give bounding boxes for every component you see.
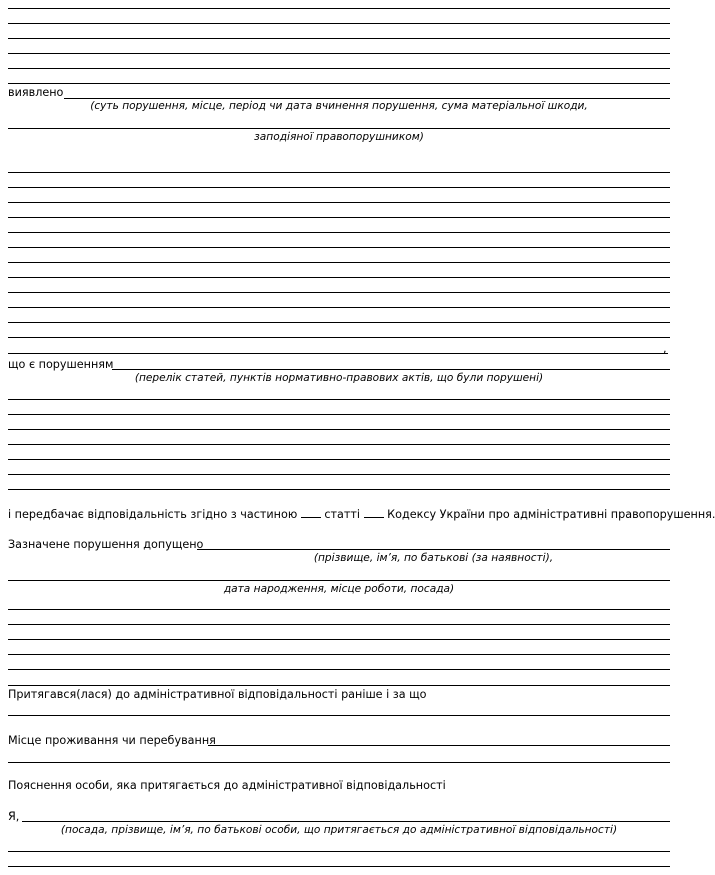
detected-field[interactable] <box>64 98 670 99</box>
committed-hint-continued: дата народження, місце роботи, посада) <box>223 583 455 595</box>
blank-line[interactable] <box>8 399 670 400</box>
blank-line[interactable] <box>8 654 670 655</box>
committed-field[interactable] <box>197 549 670 550</box>
blank-line[interactable] <box>8 217 670 218</box>
blank-line[interactable] <box>8 609 670 610</box>
blank-line[interactable] <box>8 202 670 203</box>
blank-line[interactable] <box>8 337 670 338</box>
i-label: Я, <box>8 810 20 823</box>
blank-line[interactable] <box>8 187 670 188</box>
violation-hint: (перелік статей, пунктів нормативно-правових актів, що були порушені) <box>134 372 544 384</box>
blank-line[interactable] <box>8 669 670 670</box>
detected-label: виявлено <box>8 86 64 99</box>
liability-part-2: статті <box>324 508 361 521</box>
part-number-field[interactable] <box>301 507 321 518</box>
blank-line[interactable] <box>8 444 670 445</box>
person-field[interactable] <box>22 821 670 822</box>
committed-hint: (прізвище, ім’я, по батькові (за наявності), <box>313 552 554 564</box>
blank-line[interactable] <box>8 8 670 9</box>
blank-line[interactable] <box>8 866 670 867</box>
blank-line[interactable] <box>8 474 670 475</box>
blank-line[interactable] <box>8 353 668 354</box>
blank-line[interactable] <box>8 851 670 852</box>
person-hint: (посада, прізвище, ім’я, по батькові особи, що притягається до адміністративної відповідальності) <box>60 824 618 836</box>
blank-line[interactable] <box>8 414 670 415</box>
detected-hint-continued: заподіяної правопорушником) <box>254 131 424 143</box>
blank-line[interactable] <box>8 277 670 278</box>
blank-line[interactable] <box>8 429 670 430</box>
blank-line[interactable] <box>8 262 670 263</box>
violation-field[interactable] <box>112 369 670 370</box>
blank-line[interactable] <box>8 322 670 323</box>
blank-line[interactable] <box>8 715 670 716</box>
residence-label: Місце проживання чи перебування <box>8 734 216 747</box>
blank-line[interactable] <box>8 128 670 129</box>
detected-hint: (суть порушення, місце, період чи дата вчинення порушення, сума матеріальної шкоди, <box>90 100 588 112</box>
liability-sentence <box>8 507 715 521</box>
blank-line[interactable] <box>8 459 670 460</box>
blank-line[interactable] <box>8 232 670 233</box>
blank-line[interactable] <box>8 307 670 308</box>
blank-line[interactable] <box>8 172 670 173</box>
blank-line[interactable] <box>8 38 670 39</box>
comma: , <box>663 342 667 355</box>
blank-line[interactable] <box>8 292 670 293</box>
committed-label: Зазначене порушення допущено <box>8 538 204 551</box>
blank-line[interactable] <box>8 639 670 640</box>
explanation-label: Пояснення особи, яка притягається до адміністративної відповідальності <box>8 779 446 792</box>
blank-line[interactable] <box>8 68 670 69</box>
blank-line[interactable] <box>8 247 670 248</box>
blank-line[interactable] <box>8 624 670 625</box>
article-number-field[interactable] <box>364 507 384 518</box>
residence-field[interactable] <box>208 745 670 746</box>
blank-line[interactable] <box>8 23 670 24</box>
violation-label: що є порушенням <box>8 358 114 371</box>
blank-line[interactable] <box>8 580 670 581</box>
blank-line[interactable] <box>8 685 670 686</box>
liability-part-3: Кодексу України про адміністративні правопорушення. <box>387 508 715 521</box>
blank-line[interactable] <box>8 83 670 84</box>
previous-liability-label: Притягався(лася) до адміністративної відповідальності раніше і за що <box>8 688 427 701</box>
blank-line[interactable] <box>8 489 670 490</box>
blank-line[interactable] <box>8 762 670 763</box>
liability-part-1: і передбачає відповідальність згідно з частиною <box>8 508 298 521</box>
blank-line[interactable] <box>8 53 670 54</box>
